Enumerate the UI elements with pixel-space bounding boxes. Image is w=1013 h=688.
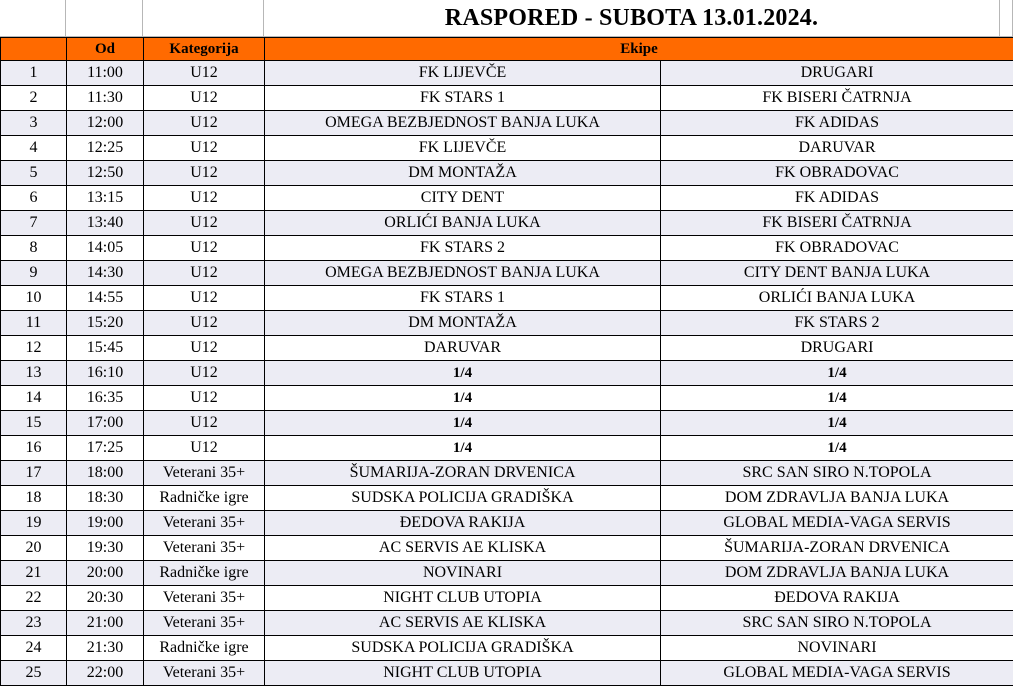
row-number-cell[interactable]: 3 xyxy=(1,111,67,136)
category-cell[interactable]: U12 xyxy=(144,411,265,436)
category-cell[interactable]: Veterani 35+ xyxy=(144,586,265,611)
row-number-cell[interactable]: 20 xyxy=(1,536,67,561)
category-cell[interactable]: Radničke igre xyxy=(144,561,265,586)
away-team-cell[interactable]: FK BISERI ČATRNJA xyxy=(661,211,1013,236)
row-number-cell[interactable]: 14 xyxy=(1,386,67,411)
category-cell[interactable]: Veterani 35+ xyxy=(144,611,265,636)
table-row xyxy=(1,311,1013,336)
title-row xyxy=(0,0,1013,37)
away-team-cell[interactable]: ĐEDOVA RAKIJA xyxy=(661,586,1013,611)
category-cell[interactable]: U12 xyxy=(144,136,265,161)
home-team-cell[interactable]: ĐEDOVA RAKIJA xyxy=(265,511,661,536)
table-row xyxy=(1,86,1013,111)
time-cell[interactable]: 18:30 xyxy=(67,486,144,511)
away-team-cell[interactable]: SRC SAN SIRO N.TOPOLA xyxy=(661,461,1013,486)
home-team-cell[interactable]: 1/4 xyxy=(265,361,661,386)
page-title: RASPORED - SUBOTA 13.01.2024. xyxy=(264,0,999,37)
table-row xyxy=(1,536,1013,561)
table-row xyxy=(1,586,1013,611)
table-row xyxy=(1,511,1013,536)
home-team-cell[interactable]: NIGHT CLUB UTOPIA xyxy=(265,661,661,686)
time-cell[interactable]: 19:00 xyxy=(67,511,144,536)
home-team-cell[interactable]: OMEGA BEZBJEDNOST BANJA LUKA xyxy=(265,261,661,286)
home-team-cell[interactable]: ORLIĆI BANJA LUKA xyxy=(265,211,661,236)
category-cell[interactable]: U12 xyxy=(144,161,265,186)
category-cell[interactable]: U12 xyxy=(144,361,265,386)
away-team-cell[interactable]: DRUGARI xyxy=(661,336,1013,361)
table-row xyxy=(1,461,1013,486)
table-row xyxy=(1,161,1013,186)
away-team-cell[interactable]: CITY DENT BANJA LUKA xyxy=(661,261,1013,286)
home-team-cell[interactable]: 1/4 xyxy=(265,436,661,461)
time-cell[interactable]: 19:30 xyxy=(67,536,144,561)
row-number-cell[interactable]: 19 xyxy=(1,511,67,536)
row-number-cell[interactable]: 18 xyxy=(1,486,67,511)
away-team-cell[interactable]: 1/4 xyxy=(661,361,1013,386)
row-number-cell[interactable]: 16 xyxy=(1,436,67,461)
table-row xyxy=(1,486,1013,511)
row-number-cell[interactable]: 23 xyxy=(1,611,67,636)
home-team-cell[interactable]: FK LIJEVČE xyxy=(265,61,661,86)
home-team-cell[interactable]: SUDSKA POLICIJA GRADIŠKA xyxy=(265,636,661,661)
home-team-cell[interactable]: AC SERVIS AE KLISKA xyxy=(265,611,661,636)
row-number-cell[interactable]: 5 xyxy=(1,161,67,186)
category-cell[interactable]: Veterani 35+ xyxy=(144,536,265,561)
away-team-cell[interactable]: DRUGARI xyxy=(661,61,1013,86)
category-cell[interactable]: U12 xyxy=(144,61,265,86)
away-team-cell[interactable]: FK BISERI ČATRNJA xyxy=(661,86,1013,111)
home-team-cell[interactable]: FK LIJEVČE xyxy=(265,136,661,161)
category-cell[interactable]: U12 xyxy=(144,261,265,286)
home-team-cell[interactable]: NIGHT CLUB UTOPIA xyxy=(265,586,661,611)
home-team-cell[interactable]: 1/4 xyxy=(265,411,661,436)
category-cell[interactable]: Veterani 35+ xyxy=(144,461,265,486)
away-team-cell[interactable]: SRC SAN SIRO N.TOPOLA xyxy=(661,611,1013,636)
away-team-cell[interactable]: ŠUMARIJA-ZORAN DRVENICA xyxy=(661,536,1013,561)
time-cell[interactable]: 14:55 xyxy=(67,286,144,311)
time-cell[interactable]: 11:30 xyxy=(67,86,144,111)
row-number-cell[interactable]: 25 xyxy=(1,661,67,686)
category-cell[interactable]: U12 xyxy=(144,211,265,236)
row-number-cell[interactable]: 6 xyxy=(1,186,67,211)
table-row xyxy=(1,186,1013,211)
category-cell[interactable]: Veterani 35+ xyxy=(144,511,265,536)
away-team-cell[interactable]: FK ADIDAS xyxy=(661,111,1013,136)
home-team-cell[interactable]: DM MONTAŽA xyxy=(265,311,661,336)
title-blank-cell[interactable] xyxy=(999,0,1013,37)
table-row xyxy=(1,361,1013,386)
time-cell[interactable]: 17:25 xyxy=(67,436,144,461)
table-row xyxy=(1,261,1013,286)
row-number-cell[interactable]: 13 xyxy=(1,361,67,386)
row-number-cell[interactable]: 15 xyxy=(1,411,67,436)
time-cell[interactable]: 14:30 xyxy=(67,261,144,286)
table-row xyxy=(1,61,1013,86)
time-cell[interactable]: 20:00 xyxy=(67,561,144,586)
row-number-cell[interactable]: 7 xyxy=(1,211,67,236)
category-cell[interactable]: U12 xyxy=(144,386,265,411)
table-row xyxy=(1,611,1013,636)
title-blank-cell[interactable] xyxy=(0,0,66,37)
home-team-cell[interactable]: SUDSKA POLICIJA GRADIŠKA xyxy=(265,486,661,511)
home-team-cell[interactable]: FK STARS 1 xyxy=(265,86,661,111)
title-blank-cell[interactable] xyxy=(66,0,143,37)
away-team-cell[interactable]: 1/4 xyxy=(661,386,1013,411)
row-number-cell[interactable]: 4 xyxy=(1,136,67,161)
schedule-body xyxy=(1,61,1013,686)
time-cell[interactable]: 12:25 xyxy=(67,136,144,161)
away-team-cell[interactable]: FK OBRADOVAC xyxy=(661,161,1013,186)
table-row xyxy=(1,636,1013,661)
row-number-cell[interactable]: 24 xyxy=(1,636,67,661)
row-number-cell[interactable]: 8 xyxy=(1,236,67,261)
category-cell[interactable]: U12 xyxy=(144,236,265,261)
time-cell[interactable]: 13:15 xyxy=(67,186,144,211)
row-number-cell[interactable]: 12 xyxy=(1,336,67,361)
table-row xyxy=(1,136,1013,161)
away-team-cell[interactable]: FK OBRADOVAC xyxy=(661,236,1013,261)
time-cell[interactable]: 15:45 xyxy=(67,336,144,361)
away-team-cell[interactable]: NOVINARI xyxy=(661,636,1013,661)
category-cell[interactable]: U12 xyxy=(144,186,265,211)
table-row xyxy=(1,661,1013,686)
time-cell[interactable]: 12:00 xyxy=(67,111,144,136)
home-team-cell[interactable]: DM MONTAŽA xyxy=(265,161,661,186)
away-team-cell[interactable]: DARUVAR xyxy=(661,136,1013,161)
header-ekipe: Ekipe xyxy=(265,38,1013,61)
time-cell[interactable]: 12:50 xyxy=(67,161,144,186)
away-team-cell[interactable]: DOM ZDRAVLJA BANJA LUKA xyxy=(661,561,1013,586)
row-number-cell[interactable]: 1 xyxy=(1,61,67,86)
time-cell[interactable]: 14:05 xyxy=(67,236,144,261)
category-cell[interactable]: U12 xyxy=(144,286,265,311)
category-cell[interactable]: U12 xyxy=(144,86,265,111)
time-cell[interactable]: 15:20 xyxy=(67,311,144,336)
time-cell[interactable]: 21:00 xyxy=(67,611,144,636)
home-team-cell[interactable]: FK STARS 2 xyxy=(265,236,661,261)
category-cell[interactable]: U12 xyxy=(144,336,265,361)
away-team-cell[interactable]: GLOBAL MEDIA-VAGA SERVIS xyxy=(661,661,1013,686)
away-team-cell[interactable]: 1/4 xyxy=(661,411,1013,436)
table-row xyxy=(1,286,1013,311)
home-team-cell[interactable]: ŠUMARIJA-ZORAN DRVENICA xyxy=(265,461,661,486)
category-cell[interactable]: Radničke igre xyxy=(144,486,265,511)
header-row xyxy=(1,38,1013,61)
time-cell[interactable]: 18:00 xyxy=(67,461,144,486)
table-row xyxy=(1,111,1013,136)
away-team-cell[interactable]: DOM ZDRAVLJA BANJA LUKA xyxy=(661,486,1013,511)
table-row xyxy=(1,236,1013,261)
time-cell[interactable]: 13:40 xyxy=(67,211,144,236)
home-team-cell[interactable]: DARUVAR xyxy=(265,336,661,361)
schedule-table xyxy=(0,37,1013,686)
away-team-cell[interactable]: GLOBAL MEDIA-VAGA SERVIS xyxy=(661,511,1013,536)
away-team-cell[interactable]: FK ADIDAS xyxy=(661,186,1013,211)
home-team-cell[interactable]: 1/4 xyxy=(265,386,661,411)
row-number-cell[interactable]: 22 xyxy=(1,586,67,611)
category-cell[interactable]: U12 xyxy=(144,111,265,136)
table-row xyxy=(1,336,1013,361)
home-team-cell[interactable]: FK STARS 1 xyxy=(265,286,661,311)
row-number-cell[interactable]: 10 xyxy=(1,286,67,311)
table-row xyxy=(1,411,1013,436)
time-cell[interactable]: 11:00 xyxy=(67,61,144,86)
away-team-cell[interactable]: FK STARS 2 xyxy=(661,311,1013,336)
time-cell[interactable]: 21:30 xyxy=(67,636,144,661)
header-num xyxy=(1,38,67,61)
away-team-cell[interactable]: ORLIĆI BANJA LUKA xyxy=(661,286,1013,311)
row-number-cell[interactable]: 11 xyxy=(1,311,67,336)
time-cell[interactable]: 17:00 xyxy=(67,411,144,436)
home-team-cell[interactable]: AC SERVIS AE KLISKA xyxy=(265,536,661,561)
home-team-cell[interactable]: CITY DENT xyxy=(265,186,661,211)
home-team-cell[interactable]: OMEGA BEZBJEDNOST BANJA LUKA xyxy=(265,111,661,136)
time-cell[interactable]: 20:30 xyxy=(67,586,144,611)
category-cell[interactable]: Radničke igre xyxy=(144,636,265,661)
away-team-cell[interactable]: 1/4 xyxy=(661,436,1013,461)
header-kategorija: Kategorija xyxy=(144,38,265,61)
category-cell[interactable]: U12 xyxy=(144,311,265,336)
time-cell[interactable]: 22:00 xyxy=(67,661,144,686)
header-od: Od xyxy=(67,38,144,61)
table-row xyxy=(1,436,1013,461)
table-row xyxy=(1,386,1013,411)
home-team-cell[interactable]: NOVINARI xyxy=(265,561,661,586)
table-row xyxy=(1,561,1013,586)
category-cell[interactable]: U12 xyxy=(144,436,265,461)
time-cell[interactable]: 16:10 xyxy=(67,361,144,386)
table-row xyxy=(1,211,1013,236)
row-number-cell[interactable]: 17 xyxy=(1,461,67,486)
row-number-cell[interactable]: 9 xyxy=(1,261,67,286)
time-cell[interactable]: 16:35 xyxy=(67,386,144,411)
row-number-cell[interactable]: 2 xyxy=(1,86,67,111)
row-number-cell[interactable]: 21 xyxy=(1,561,67,586)
title-blank-cell[interactable] xyxy=(143,0,264,37)
category-cell[interactable]: Veterani 35+ xyxy=(144,661,265,686)
